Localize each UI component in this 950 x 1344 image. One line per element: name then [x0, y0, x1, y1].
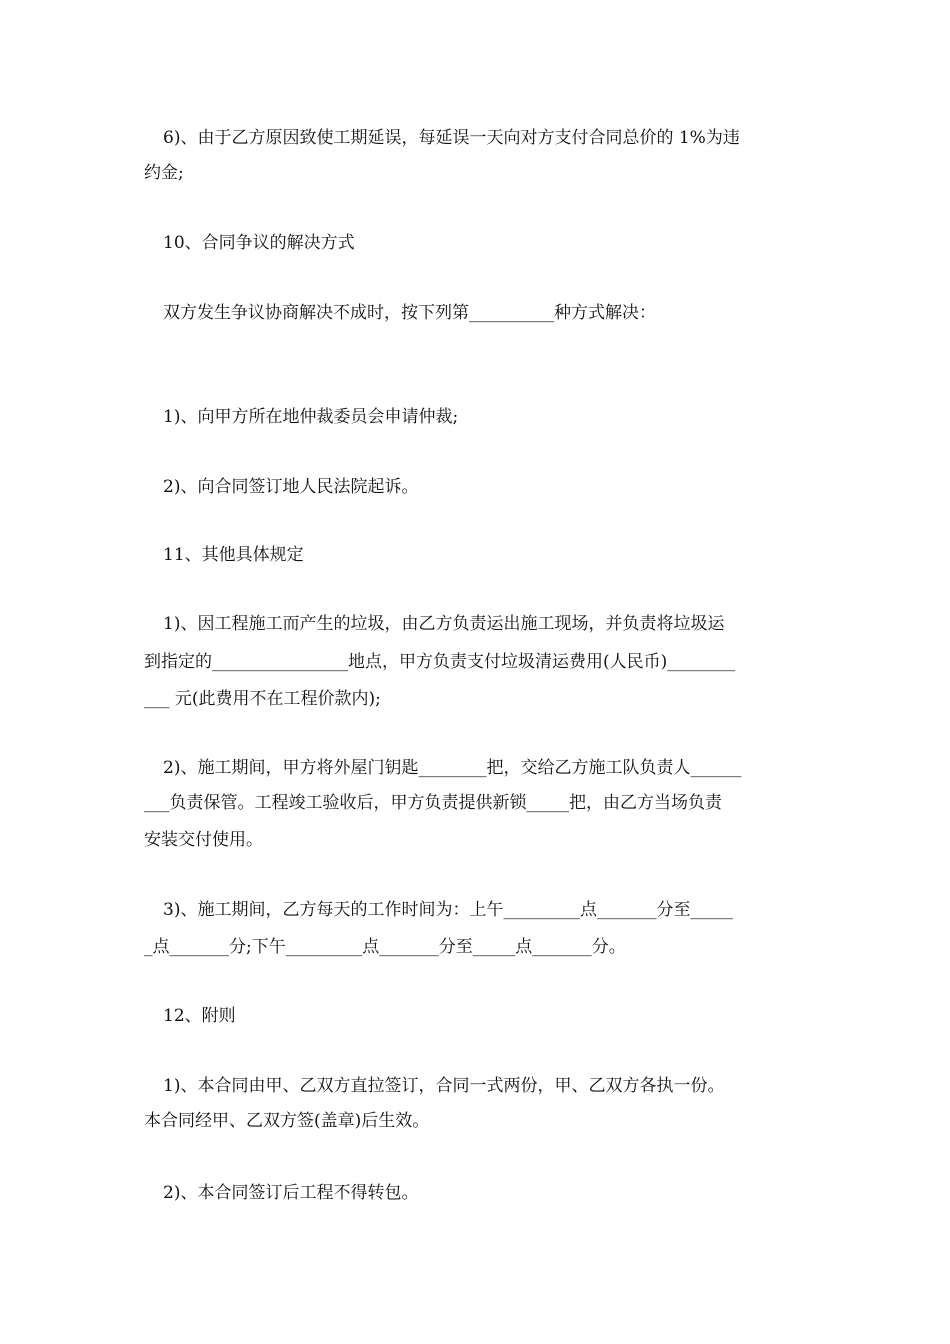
clause-6-line-2: 约金;	[144, 163, 184, 183]
clause-11-1-line-1: 1)、因工程施工而产生的垃圾，由乙方负责运出施工现场，并负责将垃圾运	[163, 614, 725, 634]
section-11-heading: 11、其他具体规定	[163, 545, 304, 565]
clause-12-1-line-2: 本合同经甲、乙双方签(盖章)后生效。	[144, 1111, 430, 1131]
clause-11-2-line-1: 2)、施工期间，甲方将外屋门钥匙________把，交给乙方施工队负责人______	[163, 758, 742, 778]
clause-6-line-1: 6)、由于乙方原因致使工期延误，每延误一天向对方支付合同总价的 1%为违	[163, 128, 740, 148]
dispute-resolution-text: 双方发生争议协商解决不成时，按下列第__________种方式解决：	[163, 303, 656, 323]
section-10-heading: 10、合同争议的解决方式	[163, 233, 355, 253]
clause-11-1-line-2: 到指定的________________地点，甲方负责支付垃圾清运费用(人民币)________	[144, 652, 736, 672]
option-arbitration: 1)、向甲方所在地仲裁委员会申请仲裁;	[163, 407, 459, 427]
clause-11-2-line-3: 安装交付使用。	[144, 830, 263, 850]
clause-12-1-line-1: 1)、本合同由甲、乙双方直拉签订，合同一式两份，甲、乙双方各执一份。	[163, 1076, 725, 1096]
clause-11-3-line-2: _点_______分;下午_________点_______分至_____点_______分。	[144, 937, 626, 957]
clause-11-2-line-2: ___负责保管。工程竣工验收后，甲方负责提供新锁_____把，由乙方当场负责	[144, 793, 722, 813]
option-lawsuit: 2)、向合同签订地人民法院起诉。	[163, 477, 419, 497]
section-12-heading: 12、附则	[163, 1006, 236, 1026]
clause-11-3-line-1: 3)、施工期间，乙方每天的工作时间为：上午_________点_______分至_____	[163, 900, 733, 920]
clause-11-1-line-3: ___ 元(此费用不在工程价款内);	[144, 689, 381, 709]
clause-12-2: 2)、本合同签订后工程不得转包。	[163, 1183, 419, 1203]
